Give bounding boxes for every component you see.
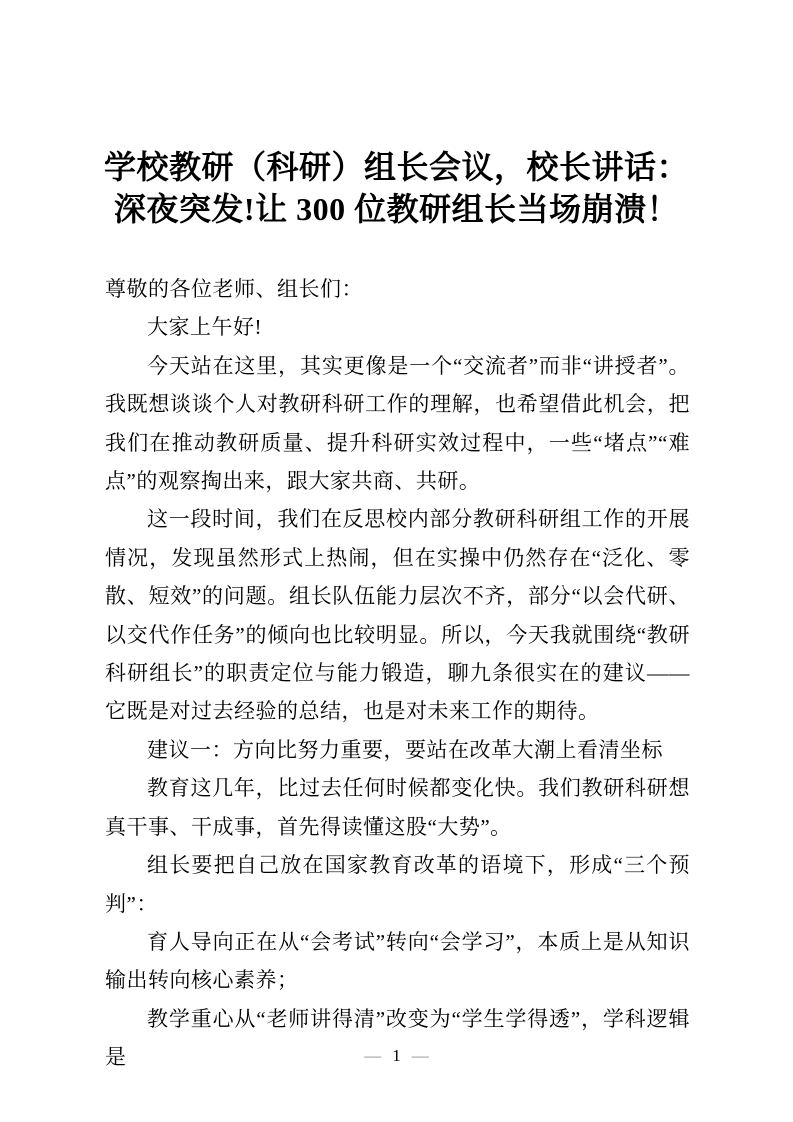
footer-dash-left: — bbox=[364, 1046, 382, 1065]
title-line-2: 深夜突发!让 300 位教研组长当场崩溃！ bbox=[113, 191, 680, 227]
paragraph-suggestion-1-body-4: 教学重心从“老师讲得清”改变为“学生学得透”，学科逻辑是 bbox=[105, 1006, 690, 1070]
page-footer bbox=[0, 1046, 793, 1066]
document-body bbox=[105, 270, 690, 1077]
paragraph-reflection: 这一段时间，我们在反思校内部分教研科研组工作的开展情况，发现虽然形式上热闹，但在实操中仍然存在“泛化、零散、短效”的问题。组长队伍能力层次不齐，部分“以会代研、以交代作任务”的倾向也比较明显。所以，今天我就围绕“教研科研组长”的职责定位与能力锻造，聊九条很实在的建议——它既是对过去经验的总结，也是对未来工作的期待。 bbox=[105, 507, 690, 724]
document-title bbox=[88, 146, 705, 230]
title-line-1: 学校教研（科研）组长会议，校长讲话： bbox=[103, 149, 689, 185]
paragraph-intro: 今天站在这里，其实更像是一个“交流者”而非“讲授者”。我既想谈谈个人对教研科研工作的理解，也希望借此机会，把我们在推动教研质量、提升科研实效过程中，一些“堵点”“难点”的观察掏出来，跟大家共商、共研。 bbox=[105, 353, 690, 494]
paragraph-suggestion-1-heading: 建议一：方向比努力重要，要站在改革大潮上看清坐标 bbox=[147, 737, 663, 762]
paragraph-greeting: 大家上午好! bbox=[147, 315, 262, 340]
paragraph-suggestion-1-body-2: 组长要把自己放在国家教育改革的语境下，形成“三个预判”： bbox=[105, 853, 690, 916]
paragraph-salutation: 尊敬的各位老师、组长们： bbox=[105, 277, 363, 301]
paragraph-suggestion-1-body-3: 育人导向正在从“会考试”转向“会学习”，本质上是从知识输出转向核心素养； bbox=[105, 929, 690, 993]
footer-dash-right: — bbox=[411, 1046, 429, 1065]
paragraph-suggestion-1-body-1: 教育这几年，比过去任何时候都变化快。我们教研科研想真干事、干成事，首先得读懂这股“大势”。 bbox=[105, 776, 690, 839]
page-number: 1 bbox=[392, 1046, 401, 1065]
